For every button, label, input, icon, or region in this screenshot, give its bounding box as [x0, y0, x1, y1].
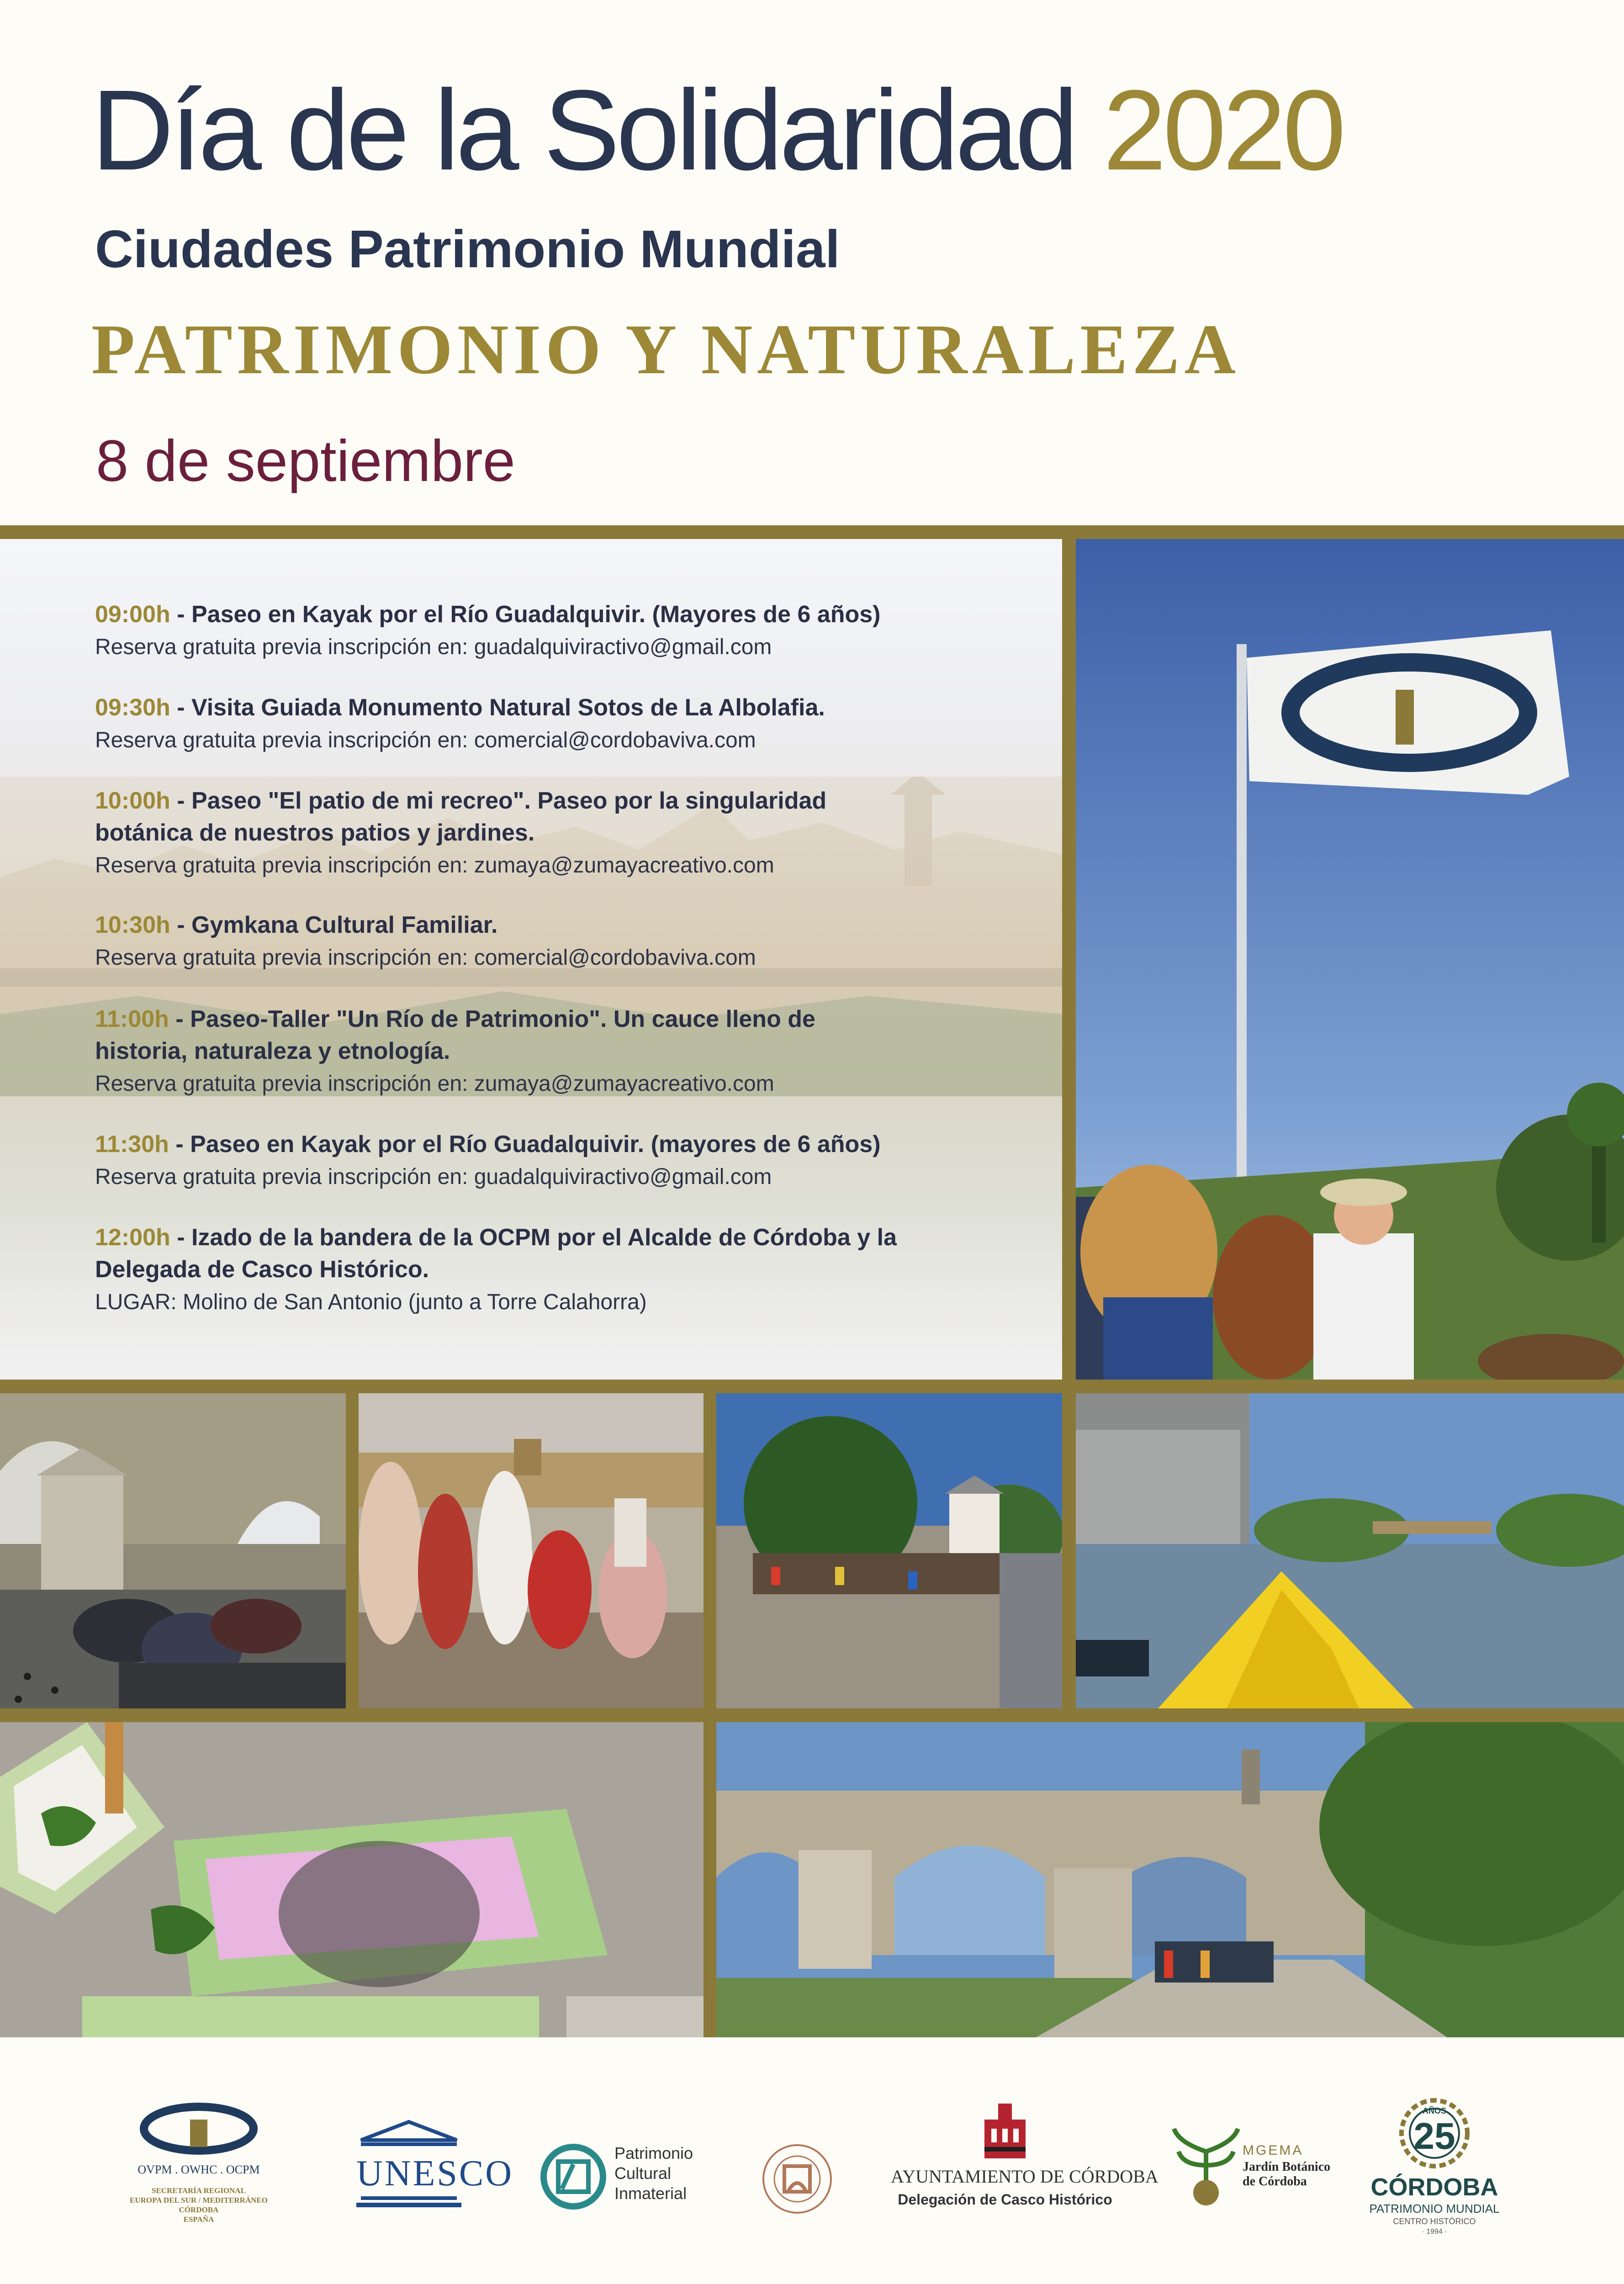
schedule-item: 10:00h - Paseo "El patio de mi recreo". Paseo por la singularidad botánica de nuestros patios y jardines. Reserva gratuita previa inscripción en: zumaya@zumayacreativo.com [95, 785, 1036, 883]
event-title-line2: botánica de nuestros patios y jardines. [95, 819, 535, 846]
pci-line-1: Patrimonio [614, 2144, 693, 2162]
ocpm-logo [114, 2101, 283, 2252]
poster-theme: PATRIMONIO Y NATURALEZA [91, 310, 1241, 389]
photo-mill-group [716, 1393, 1062, 1708]
cordoba-centre-line: CENTRO HISTÓRICO [1393, 2217, 1476, 2226]
botanical-plant-icon [1169, 2124, 1243, 2206]
event-note: LUGAR: Molino de San Antonio (junto a Torre Calahorra) [95, 1290, 647, 1314]
photo-flag-raising [1076, 539, 1624, 1380]
event-time: 09:30h [95, 694, 170, 721]
event-title-line2: Delegada de Casco Histórico. [95, 1256, 429, 1283]
photo-grid [0, 525, 1624, 2037]
intangible-heritage-icon [539, 2142, 608, 2211]
ayuntamiento-dept: Delegación de Casco Histórico [898, 2191, 1112, 2208]
photo-bridge-arches [0, 1393, 346, 1708]
jardin-line-2: de Córdoba [1243, 2174, 1307, 2189]
cordoba-name: CÓRDOBA [1370, 2173, 1498, 2201]
event-title: Paseo "El patio de mi recreo". Paseo por la singularidad [191, 788, 827, 814]
event-note: Reserva gratuita previa inscripción en: zumaya@zumayacreativo.com [95, 1072, 774, 1096]
schedule-item: 11:00h - Paseo-Taller "Un Río de Patrimonio". Un cauce lleno de historia, naturaleza y etnología. Reserva gratuita previa inscripción en: zumaya@zumayacreativo.com [95, 1003, 1036, 1101]
schedule-item: 10:30h - Gymkana Cultural Familiar. Reserva gratuita previa inscripción en: comercial@cordobaviva.com [95, 909, 1036, 975]
cordoba-heritage-line: PATRIMONIO MUNDIAL [1369, 2202, 1500, 2215]
event-note: Reserva gratuita previa inscripción en: comercial@cordobaviva.com [95, 946, 756, 970]
event-title: Paseo-Taller "Un Río de Patrimonio". Un cauce lleno de [190, 1006, 815, 1032]
event-title-line2: historia, naturaleza y etnología. [95, 1038, 450, 1064]
title-text: Día de la Solidaridad [91, 66, 1075, 194]
event-title: Visita Guiada Monumento Natural Sotos de La Albolafia. [191, 694, 825, 721]
ayuntamiento-logo [891, 2101, 1158, 2220]
photo-kayak-river [1076, 1393, 1624, 1708]
event-note: Reserva gratuita previa inscripción en: comercial@cordobaviva.com [95, 728, 756, 752]
photo-children-walking [359, 1393, 704, 1708]
anniversary-number: 25 [1413, 2115, 1455, 2157]
cordoba-year-line: · 1994 · [1422, 2228, 1447, 2236]
ocpm-line-2: EUROPA DEL SUR / MEDITERRÁNEO [130, 2196, 268, 2205]
event-title: Paseo en Kayak por el Río Guadalquivir. (mayores de 6 años) [190, 1131, 881, 1158]
event-time: 11:00h [95, 1006, 169, 1032]
event-time: 12:00h [95, 1224, 170, 1251]
schedule-panel [0, 539, 1062, 1380]
event-time: 10:30h [95, 912, 170, 938]
ayuntamiento-name: AYUNTAMIENTO DE CÓRDOBA [891, 2166, 1158, 2187]
schedule-item: 12:00h - Izado de la bandera de la OCPM por el Alcalde de Córdoba y la Delegada de Casco Histórico. LUGAR: Molino de San Antonio (junto a Torre Calahorra) [95, 1221, 1036, 1319]
event-title: Paseo en Kayak por el Río Guadalquivir. (Mayores de 6 años) [191, 601, 881, 628]
world-heritage-logo [761, 2142, 834, 2215]
event-note: Reserva gratuita previa inscripción en: zumaya@zumayacreativo.com [95, 853, 774, 878]
anniversary-years-label: AÑOS [1422, 2106, 1446, 2115]
world-heritage-emblem-icon [761, 2142, 834, 2215]
event-time: 10:00h [95, 788, 170, 814]
jardin-line-1: Jardín Botánico [1243, 2160, 1331, 2174]
event-title: Gymkana Cultural Familiar. [191, 912, 498, 938]
pci-line-2: Cultural [614, 2164, 672, 2183]
cordoba-coat-of-arms-icon [978, 2101, 1032, 2161]
event-note: Reserva gratuita previa inscripción en: guadalquiviractivo@gmail.com [95, 1165, 772, 1189]
event-time: 09:00h [95, 601, 170, 628]
event-date: 8 de septiembre [96, 428, 515, 494]
jardin-acronym: MGEMA [1243, 2143, 1304, 2158]
cordoba-25-logo [1352, 2097, 1517, 2243]
schedule-item: 09:00h - Paseo en Kayak por el Río Guadalquivir. (Mayores de 6 años) Reserva gratuita previa inscripción en: guadalquiviractivo@gmail.com [95, 598, 1036, 664]
poster-title [91, 66, 1553, 194]
ocpm-line-1: SECRETARÍA REGIONAL [151, 2186, 246, 2195]
pci-line-3: Inmaterial [614, 2184, 687, 2203]
ocpm-line-3: CÓRDOBA [179, 2205, 219, 2214]
pci-logo [539, 2138, 713, 2215]
event-time: 11:30h [95, 1131, 169, 1158]
schedule-item: 09:30h - Visita Guiada Monumento Natural Sotos de La Albolafia. Reserva gratuita previa inscripción en: comercial@cordobaviva.com [95, 692, 1036, 757]
unesco-text: UNESCO [356, 2153, 514, 2194]
ocpm-acronym: OVPM . OWHC . OCPM [138, 2163, 260, 2176]
poster-subtitle: Ciudades Patrimonio Mundial [95, 219, 840, 279]
photo-leaf-crafts [0, 1722, 704, 2037]
ocpm-emblem-icon [137, 2101, 260, 2156]
unesco-logo [356, 2120, 514, 2211]
event-note: Reserva gratuita previa inscripción en: guadalquiviractivo@gmail.com [95, 635, 772, 659]
schedule-item: 11:30h - Paseo en Kayak por el Río Guadalquivir. (mayores de 6 años) Reserva gratuita previa inscripción en: guadalquiviractivo@gmail.com [95, 1128, 1036, 1194]
jardin-botanico-logo [1169, 2124, 1331, 2206]
ocpm-line-4: ESPAÑA [183, 2215, 214, 2224]
title-year: 2020 [1103, 66, 1343, 194]
event-title: Izado de la bandera de la OCPM por el Alcalde de Córdoba y la [191, 1224, 897, 1251]
photo-roman-bridge [716, 1722, 1624, 2037]
